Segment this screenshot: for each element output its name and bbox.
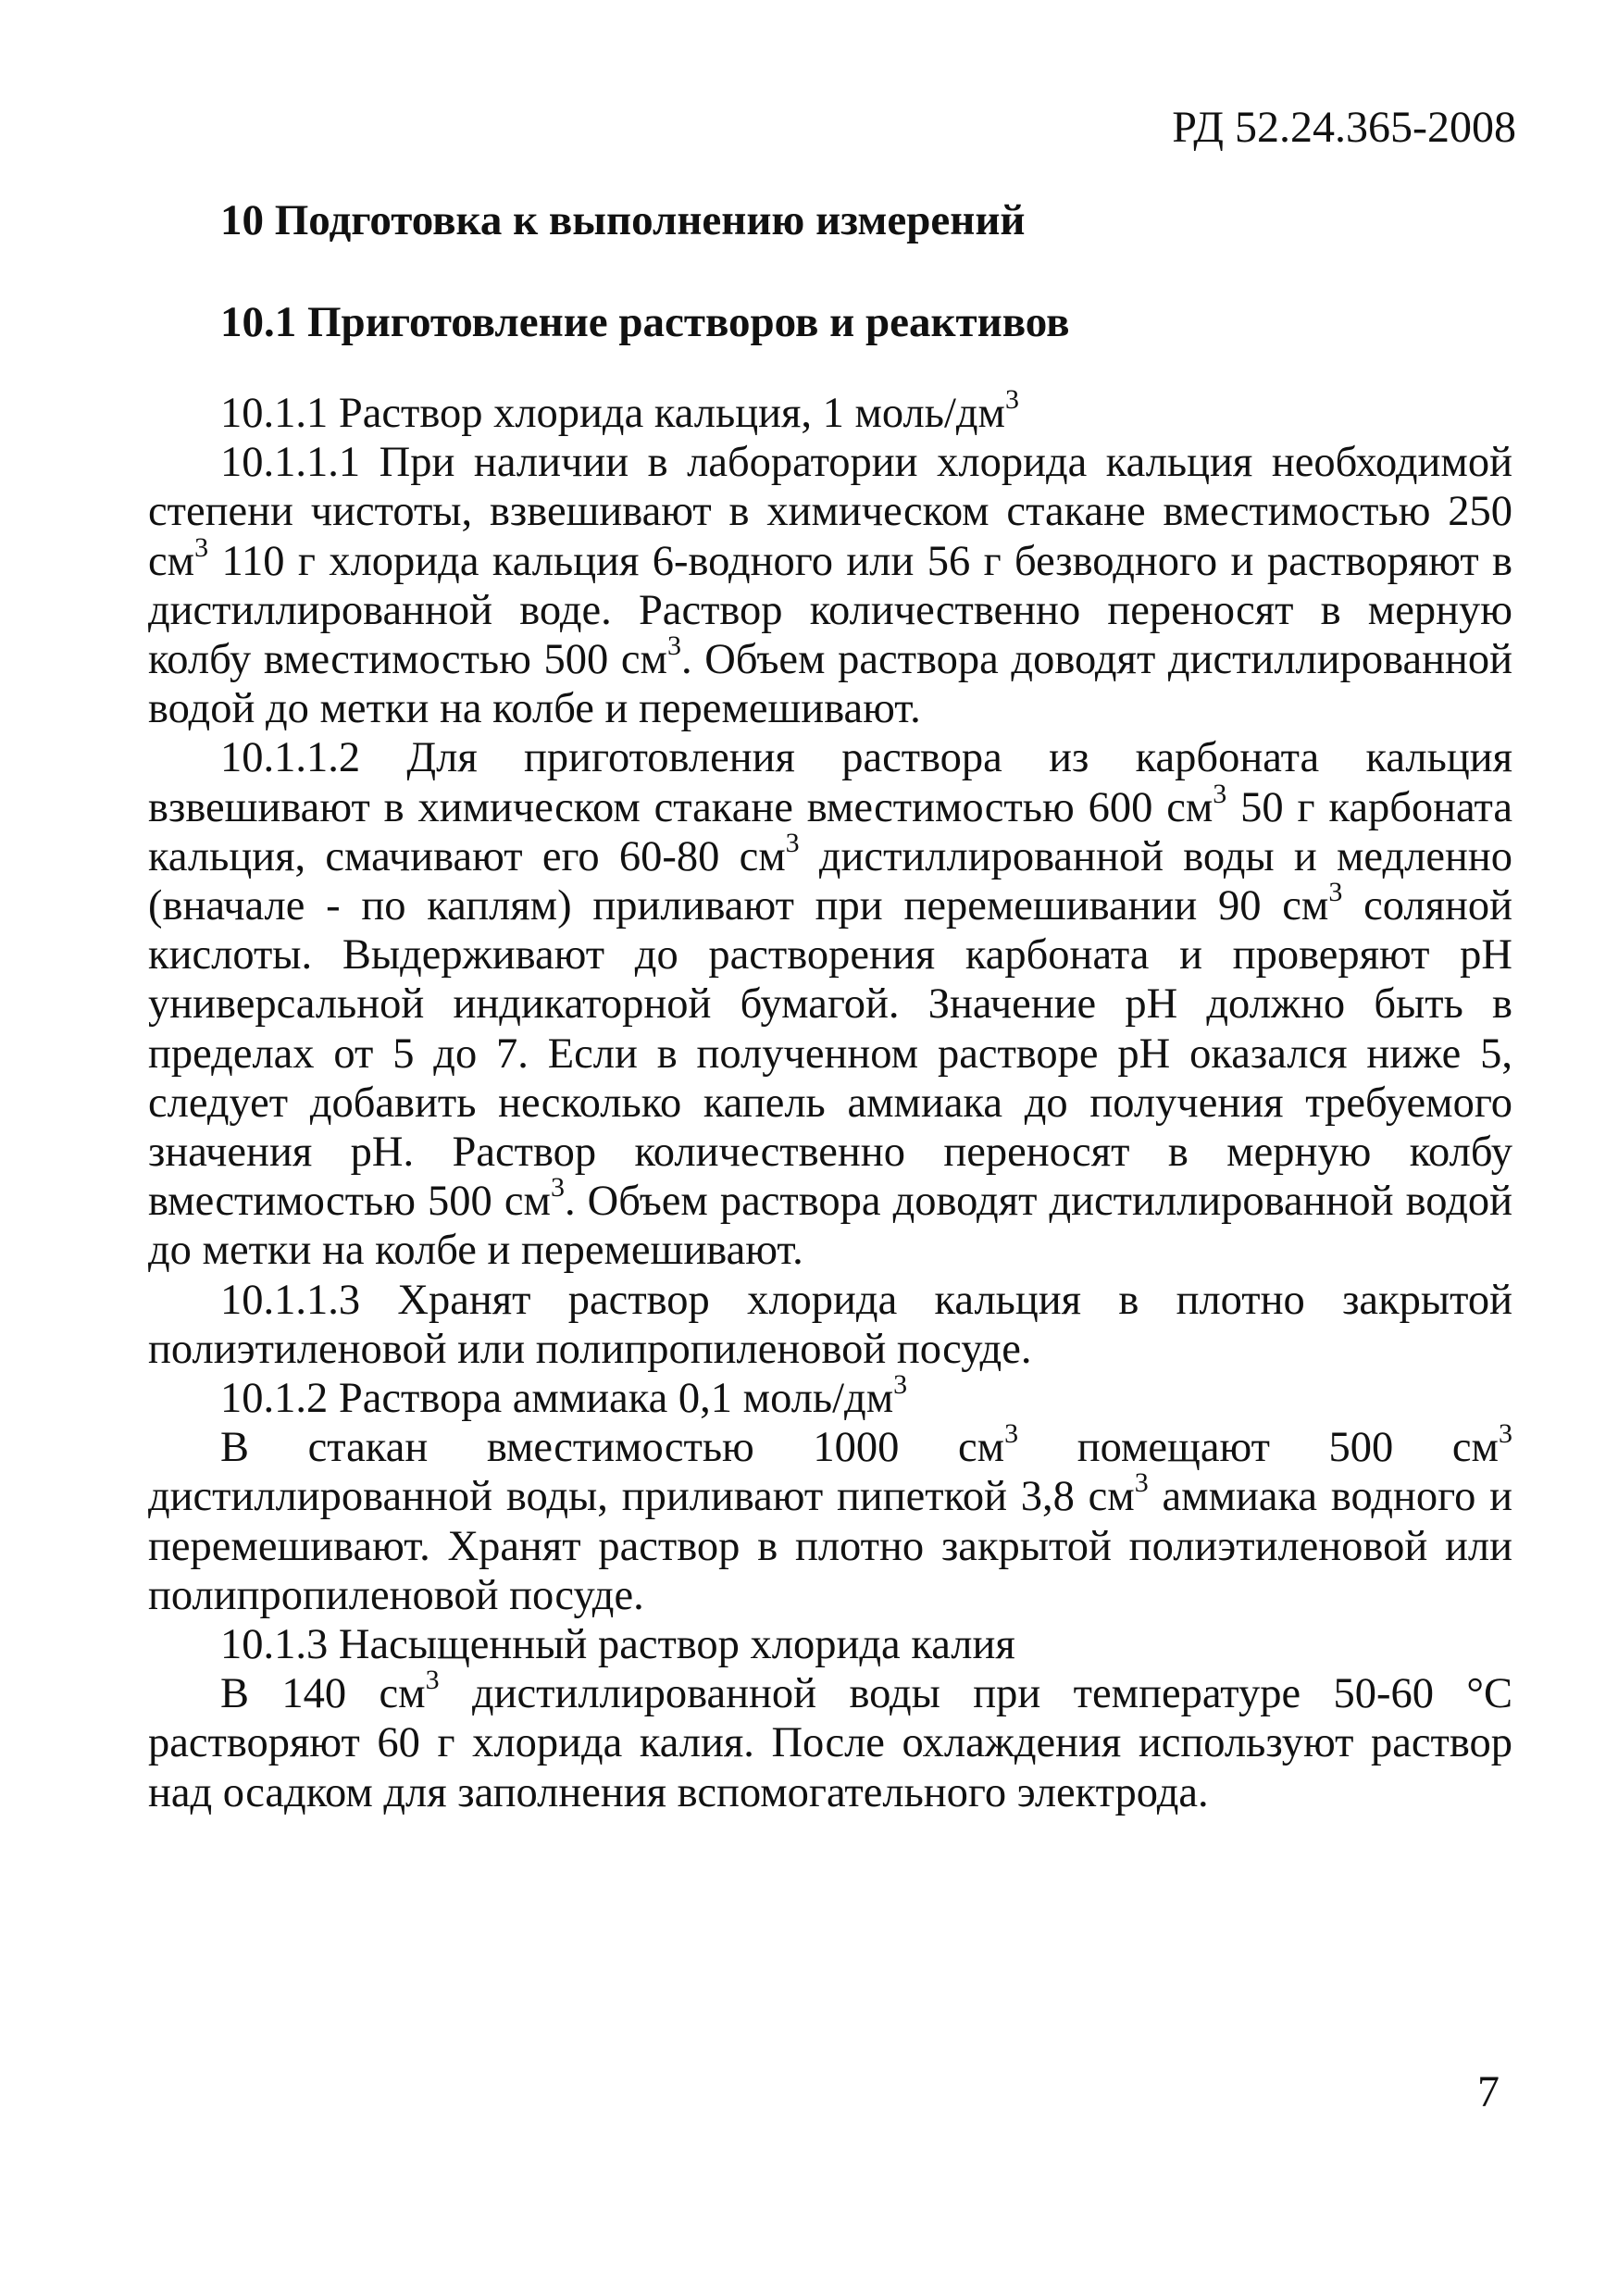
paragraph-text: . Объем раствора доводят дистиллированной водой до метки на колбе и перемешивают. — [148, 636, 1512, 733]
paragraph-text: 10.1.1.2 Для приготовления раствора из карбоната кальция взвешивают в химическом стакане вместимостью 600 см — [148, 734, 1512, 831]
paragraph-text: дистиллированной воды и медленно (вначале - по каплям) приливают при перемешивании 90 см — [148, 832, 1512, 930]
paragraph-10-1-1-3 — [148, 1276, 1512, 1374]
paragraph-10-1-3 — [148, 1620, 1512, 1669]
superscript-exponent: 3 — [893, 1369, 908, 1401]
section-heading: 10 Подготовка к выполнению измерений — [220, 196, 1026, 244]
document-code: РД 52.24.365-2008 — [1172, 103, 1516, 152]
paragraph-10-1-1 — [148, 384, 1512, 438]
paragraph-text: аммиака водного и перемешивают. Хранят раствор в плотно закрытой полиэтиленовой или полипропиленовой посуде. — [148, 1473, 1512, 1619]
paragraph-text: В стакан вместимостью 1000 см — [220, 1424, 1005, 1472]
paragraph-text: 50 г карбоната кальция, смачивают его 60-80 см — [148, 783, 1512, 880]
superscript-exponent: 3 — [194, 531, 209, 563]
paragraph-text: дистиллированной воды, приливают пипеткой 3,8 см — [148, 1473, 1135, 1521]
subsection-heading: 10.1 Приготовление растворов и реактивов — [220, 298, 1070, 346]
paragraph-text: 10.1.2 Раствора аммиака 0,1 моль/дм — [220, 1375, 894, 1423]
paragraph-text: 110 г хлорида кальция 6-водного или 56 г безводного и растворяют в дистиллированной воде. Раствор количественно переносят в мерную колбу вместимостью 500 см — [148, 537, 1512, 684]
superscript-exponent: 3 — [1004, 1418, 1019, 1450]
paragraph-text: 10.1.1.3 Хранят раствор хлорида кальция в плотно закрытой полиэтиленовой или полипропиленовой посуде. — [148, 1276, 1512, 1373]
superscript-exponent: 3 — [550, 1172, 565, 1204]
paragraph-kcl-preparation — [148, 1665, 1512, 1817]
paragraph-text: соляной кислоты. Выдерживают до растворения карбоната и проверяют pH универсальной индикаторной бумагой. Значение pH должно быть в пределах от 5 до 7. Если в полученном растворе pH оказался ниже 5, следует добавить несколько капель аммиака до получения требуемого значения pH. Раствор количественно переносят в мерную колбу вместимостью 500 см — [148, 882, 1512, 1226]
paragraph-text: В 140 см — [220, 1670, 426, 1718]
paragraph-ammonia-preparation — [148, 1418, 1512, 1620]
paragraph-10-1-1-1 — [148, 438, 1512, 733]
page-number: 7 — [1477, 2067, 1500, 2116]
superscript-exponent: 3 — [785, 827, 800, 858]
paragraph-10-1-2 — [148, 1369, 1512, 1423]
superscript-exponent: 3 — [1004, 384, 1019, 415]
superscript-exponent: 3 — [1213, 778, 1227, 809]
paragraph-text: . Объем раствора доводят дистиллированной водой до метки на колбе и перемешивают. — [148, 1178, 1512, 1275]
paragraph-text: 10.1.1 Раствор хлорида кальция, 1 моль/дм — [220, 390, 1005, 437]
superscript-exponent: 3 — [1134, 1467, 1149, 1499]
document-body — [148, 384, 1512, 1817]
paragraph-text: дистиллированной воды при температуре 50-60 °С растворяют 60 г хлорида калия. После охлаждения используют раствор над осадком для заполнения вспомогательного электрода. — [148, 1670, 1512, 1816]
paragraph-text: 10.1.3 Насыщенный раствор хлорида калия — [220, 1621, 1015, 1669]
superscript-exponent: 3 — [1328, 877, 1343, 908]
paragraph-text: 10.1.1.1 При наличии в лаборатории хлорида кальция необходимой степени чистоты, взвешивают в химическом стакане вместимостью 250 см — [148, 439, 1512, 585]
superscript-exponent: 3 — [425, 1665, 440, 1696]
superscript-exponent: 3 — [1499, 1418, 1512, 1450]
paragraph-10-1-1-2 — [148, 733, 1512, 1275]
superscript-exponent: 3 — [667, 630, 681, 662]
paragraph-text: помещают 500 см — [1018, 1424, 1499, 1472]
